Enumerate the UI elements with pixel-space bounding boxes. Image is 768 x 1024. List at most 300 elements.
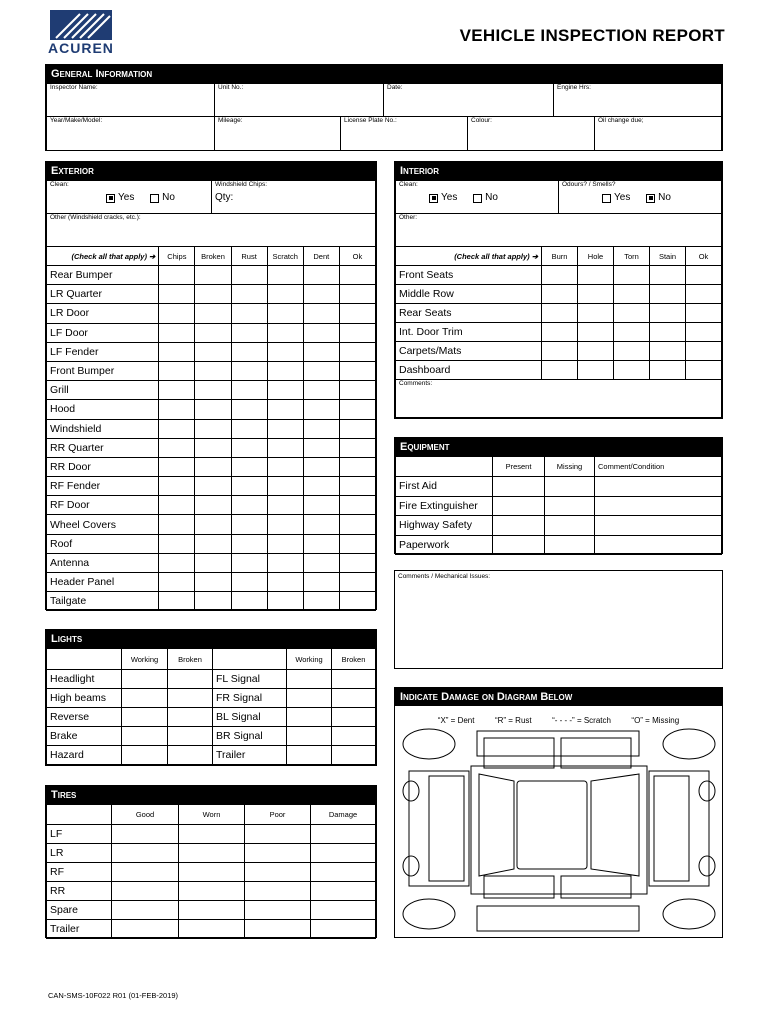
row-label: Trailer [213, 746, 287, 765]
check-cell[interactable] [578, 304, 614, 323]
row-label: Highway Safety [396, 516, 493, 536]
table-row [396, 361, 722, 380]
row-label: FR Signal [213, 689, 287, 708]
check-cell[interactable] [614, 304, 650, 323]
exterior-damage-table [46, 246, 376, 611]
check-cell[interactable] [493, 496, 545, 516]
check-cell[interactable] [339, 361, 375, 380]
check-cell[interactable] [650, 285, 686, 304]
table-row [47, 477, 376, 496]
column-header: Broken [168, 649, 213, 670]
check-cell[interactable] [287, 689, 332, 708]
check-cell[interactable] [339, 553, 375, 572]
check-cell[interactable] [686, 361, 722, 380]
check-cell[interactable] [195, 381, 231, 400]
row-label: Paperwork [396, 535, 493, 555]
row-label: RR Door [47, 457, 159, 476]
check-cell[interactable] [112, 901, 179, 920]
check-cell[interactable] [542, 266, 578, 285]
lights-corner [47, 649, 122, 670]
check-cell[interactable] [231, 477, 267, 496]
table-row [47, 863, 376, 882]
column-header: Missing [545, 457, 595, 477]
check-cell[interactable] [195, 496, 231, 515]
check-cell[interactable] [195, 419, 231, 438]
exterior-clean-no: No [162, 192, 175, 203]
check-cell[interactable] [332, 689, 376, 708]
check-cell[interactable] [614, 266, 650, 285]
check-cell[interactable] [168, 727, 213, 746]
check-cell[interactable] [303, 496, 339, 515]
check-cell[interactable] [578, 361, 614, 380]
row-label: Rear Seats [396, 304, 542, 323]
vehicle-diagram-icon[interactable] [399, 726, 719, 934]
check-cell[interactable] [332, 708, 376, 727]
check-cell[interactable] [267, 553, 303, 572]
check-cell[interactable] [195, 266, 231, 285]
check-cell[interactable] [311, 825, 376, 844]
check-cell[interactable] [595, 496, 722, 516]
check-cell[interactable] [542, 304, 578, 323]
check-cell[interactable] [195, 534, 231, 553]
check-cell[interactable] [159, 515, 195, 534]
check-cell[interactable] [578, 266, 614, 285]
check-cell[interactable] [195, 323, 231, 342]
odours-no: No [658, 192, 671, 203]
check-cell[interactable] [159, 285, 195, 304]
check-cell[interactable] [595, 477, 722, 497]
interior-other-field[interactable]: Other: [396, 214, 722, 247]
check-cell[interactable] [650, 266, 686, 285]
check-cell[interactable] [267, 573, 303, 592]
row-label: Headlight [47, 670, 122, 689]
check-cell[interactable] [179, 863, 245, 882]
row-label: High beams [47, 689, 122, 708]
windshield-chips-cell[interactable] [212, 181, 376, 214]
check-cell[interactable] [112, 844, 179, 863]
check-cell[interactable] [311, 920, 376, 939]
row-label: Front Bumper [47, 361, 159, 380]
table-row [47, 670, 376, 689]
row-label: Brake [47, 727, 122, 746]
windshield-chips-label: Windshield Chips: [215, 181, 268, 188]
check-cell[interactable] [339, 438, 375, 457]
check-cell[interactable] [179, 844, 245, 863]
check-cell[interactable] [231, 496, 267, 515]
check-cell[interactable] [231, 573, 267, 592]
tires-section [45, 785, 377, 938]
check-cell[interactable] [287, 708, 332, 727]
interior-damage-table [395, 246, 722, 418]
check-cell[interactable] [303, 592, 339, 611]
table-row [47, 323, 376, 342]
section-header: Tires [46, 786, 376, 804]
row-label: Reverse [47, 708, 122, 727]
column-header: Working [122, 649, 168, 670]
table-row [47, 901, 376, 920]
check-cell[interactable] [179, 825, 245, 844]
table-row [47, 266, 376, 285]
checkbox-icon[interactable] [150, 194, 159, 203]
check-cell[interactable] [339, 515, 375, 534]
check-cell[interactable] [332, 670, 376, 689]
check-cell[interactable] [339, 457, 375, 476]
check-cell[interactable] [303, 323, 339, 342]
check-cell[interactable] [159, 553, 195, 572]
check-cell[interactable] [179, 882, 245, 901]
check-cell[interactable] [303, 285, 339, 304]
check-cell[interactable] [231, 553, 267, 572]
check-cell[interactable] [195, 304, 231, 323]
row-label: RR [47, 882, 112, 901]
section-header: General Information [46, 65, 722, 83]
column-header: Dent [303, 247, 339, 266]
check-cell[interactable] [303, 438, 339, 457]
check-cell[interactable] [195, 438, 231, 457]
check-cell[interactable] [112, 825, 179, 844]
engine-hrs-field[interactable]: Engine Hrs: [554, 84, 722, 117]
interior-clean-cell [396, 181, 559, 214]
check-cell[interactable] [267, 457, 303, 476]
check-cell[interactable] [493, 477, 545, 497]
check-cell[interactable] [168, 746, 213, 765]
check-cell[interactable] [179, 920, 245, 939]
equipment-section [394, 437, 723, 554]
row-label: Windshield [47, 419, 159, 438]
table-row [47, 285, 376, 304]
check-cell[interactable] [159, 361, 195, 380]
row-label: LF Fender [47, 342, 159, 361]
column-header: Poor [245, 805, 311, 825]
table-row [396, 342, 722, 361]
check-cell[interactable] [195, 592, 231, 611]
checked-box-icon[interactable] [429, 194, 438, 203]
check-cell[interactable] [332, 727, 376, 746]
check-cell[interactable] [195, 285, 231, 304]
check-cell[interactable] [614, 285, 650, 304]
inspector-name-field[interactable]: Inspector Name: [47, 84, 215, 117]
row-label: FL Signal [213, 670, 287, 689]
exterior-clean-label: Clean: [50, 181, 69, 188]
check-cell[interactable] [303, 573, 339, 592]
check-cell[interactable] [267, 534, 303, 553]
check-cell[interactable] [303, 400, 339, 419]
check-cell[interactable] [650, 304, 686, 323]
table-row [396, 323, 722, 342]
check-cell[interactable] [267, 400, 303, 419]
check-cell[interactable] [542, 285, 578, 304]
row-label: LF Door [47, 323, 159, 342]
check-cell[interactable] [245, 920, 311, 939]
check-cell[interactable] [159, 304, 195, 323]
check-cell[interactable] [195, 573, 231, 592]
check-cell[interactable] [545, 535, 595, 555]
check-cell[interactable] [339, 381, 375, 400]
check-cell[interactable] [614, 342, 650, 361]
check-cell[interactable] [267, 496, 303, 515]
check-cell[interactable] [195, 515, 231, 534]
check-cell[interactable] [650, 361, 686, 380]
check-cell[interactable] [267, 266, 303, 285]
legend-missing: “O” = Missing [631, 716, 680, 725]
row-label: LR Quarter [47, 285, 159, 304]
row-label: Hazard [47, 746, 122, 765]
check-cell[interactable] [159, 477, 195, 496]
check-cell[interactable] [578, 342, 614, 361]
table-row [396, 266, 722, 285]
check-cell[interactable] [545, 496, 595, 516]
check-cell[interactable] [311, 901, 376, 920]
check-cell[interactable] [112, 920, 179, 939]
check-cell[interactable] [686, 304, 722, 323]
mechanical-issues-section[interactable] [394, 570, 723, 669]
check-cell[interactable] [287, 727, 332, 746]
check-cell[interactable] [231, 323, 267, 342]
table-row [47, 438, 376, 457]
check-cell[interactable] [195, 457, 231, 476]
check-cell[interactable] [303, 342, 339, 361]
check-cell[interactable] [245, 882, 311, 901]
check-cell[interactable] [245, 901, 311, 920]
exterior-clean-cell [47, 181, 212, 214]
check-cell[interactable] [159, 342, 195, 361]
check-cell[interactable] [542, 361, 578, 380]
check-cell[interactable] [245, 863, 311, 882]
check-cell[interactable] [231, 361, 267, 380]
check-all-label: (Check all that apply) ➔ [396, 247, 542, 266]
check-cell[interactable] [303, 477, 339, 496]
check-cell[interactable] [339, 400, 375, 419]
column-header: Scratch [267, 247, 303, 266]
table-row [47, 534, 376, 553]
check-cell[interactable] [168, 689, 213, 708]
row-label: RF Door [47, 496, 159, 515]
column-header: Working [287, 649, 332, 670]
check-cell[interactable] [311, 844, 376, 863]
check-cell[interactable] [303, 553, 339, 572]
check-cell[interactable] [303, 419, 339, 438]
check-cell[interactable] [686, 342, 722, 361]
column-header: Ok [686, 247, 722, 266]
check-cell[interactable] [303, 515, 339, 534]
check-cell[interactable] [195, 361, 231, 380]
exterior-other-field[interactable]: Other (Windshield cracks, etc.): [47, 214, 376, 247]
check-cell[interactable] [245, 825, 311, 844]
colour-field[interactable]: Colour: [468, 117, 595, 151]
check-cell[interactable] [168, 708, 213, 727]
check-cell[interactable] [122, 689, 168, 708]
check-cell[interactable] [332, 746, 376, 765]
equipment-corner [396, 457, 493, 477]
check-cell[interactable] [542, 323, 578, 342]
row-label: Header Panel [47, 573, 159, 592]
check-cell[interactable] [231, 592, 267, 611]
check-cell[interactable] [179, 901, 245, 920]
table-row [396, 535, 722, 555]
mileage-field[interactable]: Mileage: [215, 117, 341, 151]
check-cell[interactable] [311, 863, 376, 882]
check-cell[interactable] [159, 573, 195, 592]
check-cell[interactable] [303, 266, 339, 285]
row-label: BR Signal [213, 727, 287, 746]
lights-table [46, 648, 376, 765]
check-cell[interactable] [122, 708, 168, 727]
check-cell[interactable] [339, 592, 375, 611]
row-label: Hood [47, 400, 159, 419]
unit-no-field[interactable]: Unit No.: [215, 84, 384, 117]
check-cell[interactable] [267, 285, 303, 304]
check-cell[interactable] [231, 419, 267, 438]
check-cell[interactable] [231, 515, 267, 534]
table-row [396, 477, 722, 497]
check-cell[interactable] [112, 882, 179, 901]
check-cell[interactable] [650, 323, 686, 342]
check-cell[interactable] [339, 285, 375, 304]
check-cell[interactable] [686, 285, 722, 304]
row-label: RF Fender [47, 477, 159, 496]
column-header: Broken [195, 247, 231, 266]
table-row [396, 516, 722, 536]
table-row [47, 361, 376, 380]
check-cell[interactable] [267, 515, 303, 534]
check-cell[interactable] [195, 400, 231, 419]
check-cell[interactable] [231, 304, 267, 323]
check-cell[interactable] [542, 342, 578, 361]
check-cell[interactable] [122, 670, 168, 689]
row-label: Tailgate [47, 592, 159, 611]
column-header: Hole [578, 247, 614, 266]
check-cell[interactable] [303, 304, 339, 323]
check-cell[interactable] [287, 670, 332, 689]
check-cell[interactable] [231, 381, 267, 400]
check-cell[interactable] [159, 419, 195, 438]
exterior-clean-table [46, 180, 376, 247]
check-cell[interactable] [267, 342, 303, 361]
check-cell[interactable] [159, 496, 195, 515]
check-cell[interactable] [267, 323, 303, 342]
check-cell[interactable] [339, 496, 375, 515]
row-label: Grill [47, 381, 159, 400]
check-cell[interactable] [159, 592, 195, 611]
check-cell[interactable] [339, 266, 375, 285]
interior-section [394, 161, 723, 419]
equipment-table [395, 456, 722, 555]
date-field[interactable]: Date: [384, 84, 554, 117]
check-cell[interactable] [303, 534, 339, 553]
check-cell[interactable] [311, 882, 376, 901]
check-cell[interactable] [122, 727, 168, 746]
interior-clean-table [395, 180, 722, 247]
check-cell[interactable] [159, 323, 195, 342]
interior-clean-no: No [485, 192, 498, 203]
check-cell[interactable] [650, 342, 686, 361]
check-cell[interactable] [287, 746, 332, 765]
check-cell[interactable] [595, 535, 722, 555]
check-cell[interactable] [303, 381, 339, 400]
check-cell[interactable] [339, 342, 375, 361]
check-cell[interactable] [614, 323, 650, 342]
checkbox-icon[interactable] [473, 194, 482, 203]
check-cell[interactable] [159, 534, 195, 553]
check-cell[interactable] [267, 419, 303, 438]
check-cell[interactable] [112, 863, 179, 882]
lights-section [45, 629, 377, 766]
check-cell[interactable] [159, 266, 195, 285]
check-cell[interactable] [267, 477, 303, 496]
check-cell[interactable] [339, 323, 375, 342]
check-cell[interactable] [231, 438, 267, 457]
check-cell[interactable] [545, 477, 595, 497]
check-cell[interactable] [267, 381, 303, 400]
check-cell[interactable] [231, 342, 267, 361]
odours-yes: Yes [614, 192, 631, 203]
section-header: Equipment [395, 438, 722, 456]
check-cell[interactable] [267, 438, 303, 457]
check-cell[interactable] [595, 516, 722, 536]
check-cell[interactable] [267, 361, 303, 380]
checked-box-icon[interactable] [646, 194, 655, 203]
check-cell[interactable] [303, 361, 339, 380]
check-cell[interactable] [267, 304, 303, 323]
check-cell[interactable] [195, 342, 231, 361]
column-header: Rust [231, 247, 267, 266]
table-row [47, 689, 376, 708]
check-cell[interactable] [231, 457, 267, 476]
check-cell[interactable] [339, 534, 375, 553]
row-label: Fire Extinguisher [396, 496, 493, 516]
check-cell[interactable] [493, 516, 545, 536]
check-cell[interactable] [122, 746, 168, 765]
license-plate-field[interactable]: License Plate No.: [341, 117, 468, 151]
check-cell[interactable] [339, 304, 375, 323]
table-row [47, 920, 376, 939]
check-cell[interactable] [493, 535, 545, 555]
check-cell[interactable] [231, 266, 267, 285]
interior-comments-field[interactable]: Comments: [396, 380, 722, 418]
check-cell[interactable] [245, 844, 311, 863]
check-cell[interactable] [195, 477, 231, 496]
check-cell[interactable] [614, 361, 650, 380]
year-make-model-field[interactable]: Year/Make/Model: [47, 117, 215, 151]
check-cell[interactable] [339, 573, 375, 592]
checked-box-icon[interactable] [106, 194, 115, 203]
check-cell[interactable] [578, 323, 614, 342]
check-cell[interactable] [686, 323, 722, 342]
oil-change-due-field[interactable]: Oil change due; [595, 117, 722, 151]
general-information-section [45, 64, 723, 151]
column-header: Good [112, 805, 179, 825]
checkbox-icon[interactable] [602, 194, 611, 203]
check-cell[interactable] [159, 457, 195, 476]
check-cell[interactable] [231, 285, 267, 304]
check-cell[interactable] [578, 285, 614, 304]
check-cell[interactable] [545, 516, 595, 536]
check-cell[interactable] [231, 400, 267, 419]
check-cell[interactable] [339, 419, 375, 438]
check-cell[interactable] [686, 266, 722, 285]
check-cell[interactable] [159, 381, 195, 400]
check-cell[interactable] [168, 670, 213, 689]
check-cell[interactable] [231, 534, 267, 553]
check-cell[interactable] [159, 438, 195, 457]
check-cell[interactable] [267, 592, 303, 611]
check-cell[interactable] [159, 400, 195, 419]
check-cell[interactable] [339, 477, 375, 496]
damage-diagram-section [394, 687, 723, 938]
section-header: Interior [395, 162, 722, 180]
check-cell[interactable] [195, 553, 231, 572]
check-cell[interactable] [303, 457, 339, 476]
